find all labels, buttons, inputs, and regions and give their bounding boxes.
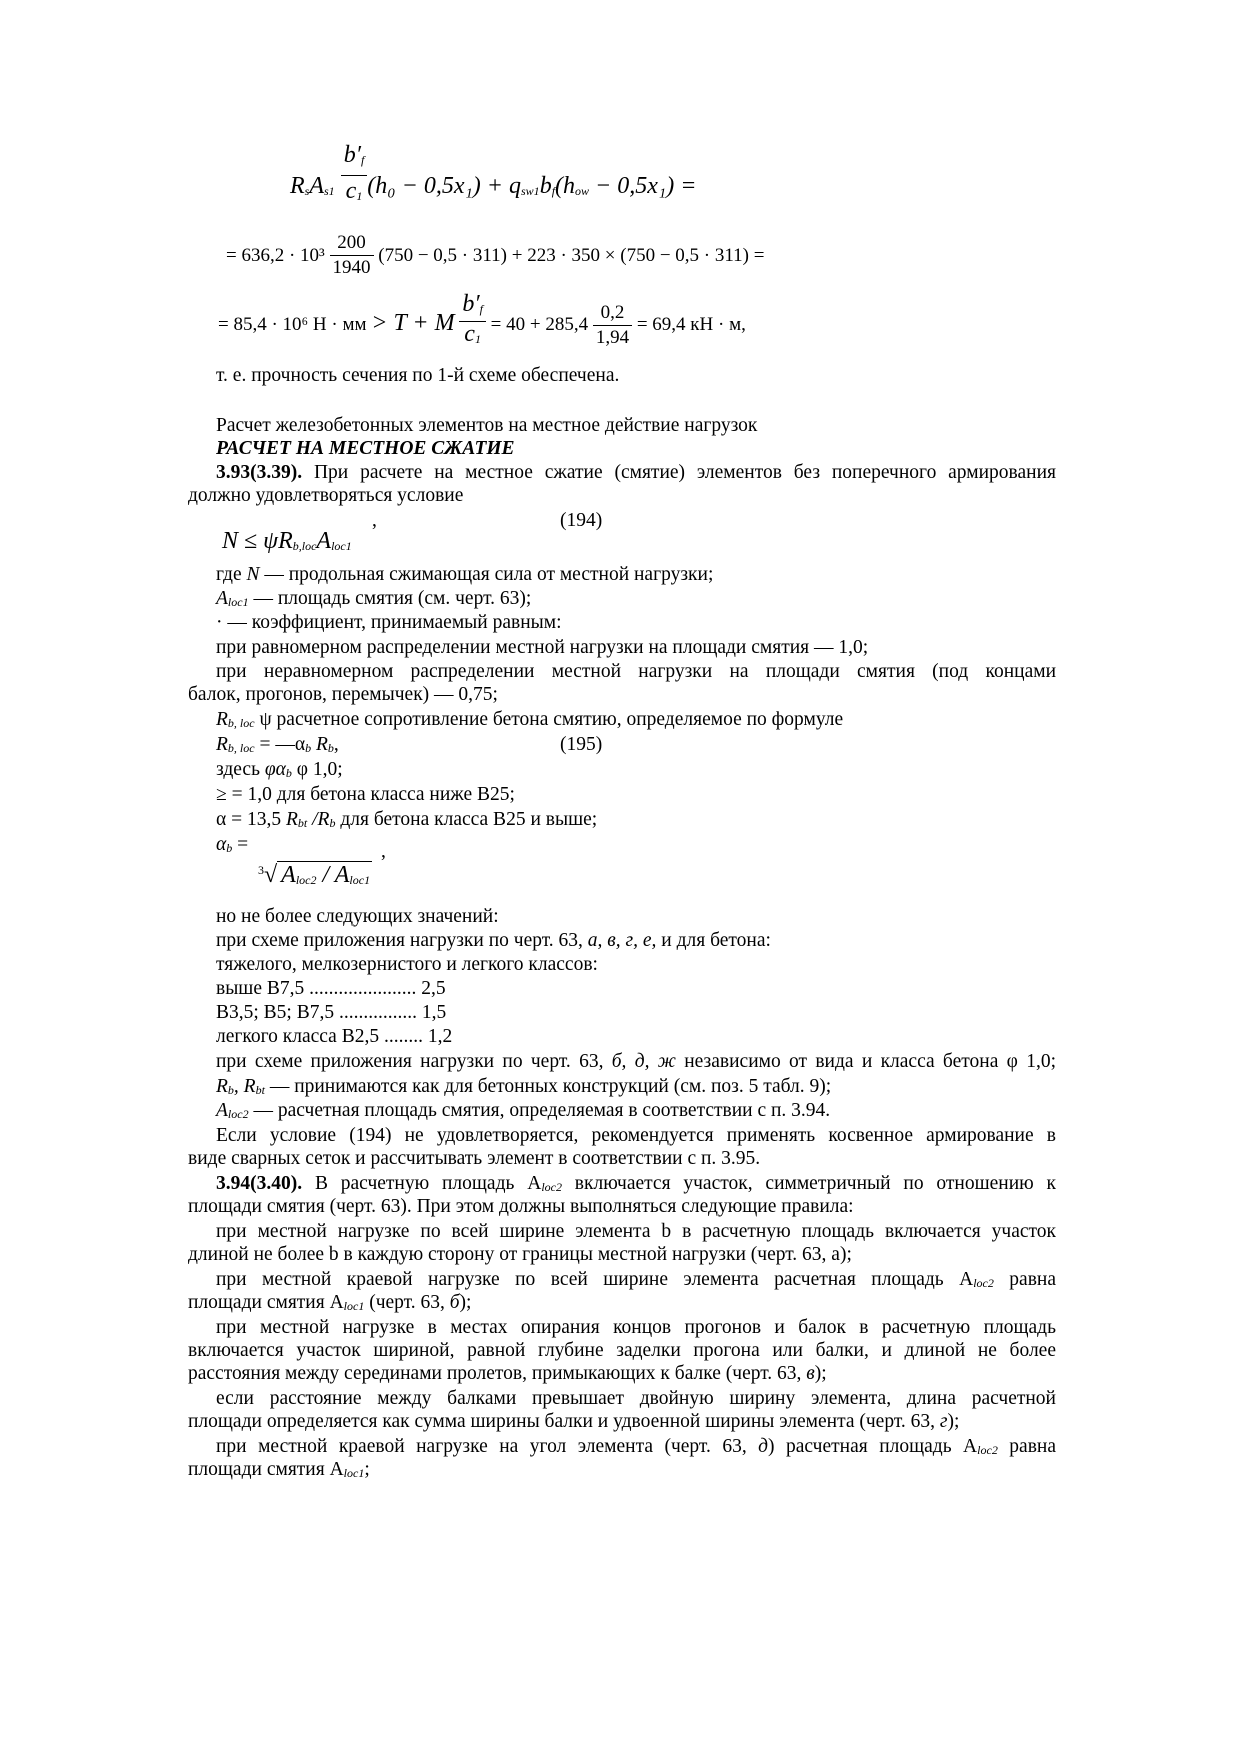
text-span: расстояния между серединами пролетов, примыкающих к балке (черт. 63, [188, 1363, 807, 1384]
formula-symbol: / A [316, 862, 350, 888]
formula-symbol: A [316, 528, 332, 554]
text-span: при местной краевой нагрузке на угол элемента (черт. 63, [216, 1436, 759, 1457]
text-span: равна [997, 1436, 1056, 1457]
text-line: тяжелого, мелкозернистого и легкого классов: [216, 954, 598, 975]
symbol-text: R [216, 1076, 228, 1097]
formula-subscript: s1 [324, 184, 335, 199]
text-line [216, 929, 771, 953]
text-line: выше В7,5 ...................... 2,5 [216, 978, 446, 999]
paragraph-text: при местной краевой нагрузке по всей ширине элемента расчетная площадь A [216, 1269, 974, 1290]
subscript: b [226, 841, 233, 855]
text-line: длиной не более b в каждую сторону от границы местной нагрузки (черт. 63, а); [188, 1244, 852, 1265]
symbol-text: N [246, 564, 260, 585]
formula-subscript: f [360, 153, 365, 167]
formula-comma: , [381, 841, 386, 862]
symbol-text: α [216, 834, 227, 855]
formula-fraction-2 [593, 301, 632, 350]
text-span: независимо от вида и класса бетона φ 1,0; [675, 1051, 1057, 1072]
formula-body: − 0,5x₁) = [589, 173, 697, 200]
formula-left: = 85,4 · 10⁶ Н · мм [218, 313, 367, 335]
text-span: и для бетона: [656, 930, 771, 951]
paragraph-line: включается участок шириной, равной глубине заделки прогона или балки, и длиной не более [188, 1340, 1056, 1361]
italic-text: г [939, 1411, 948, 1432]
text-span: — площадь смятия (см. черт. 63); [248, 588, 532, 609]
formula-3 [218, 291, 746, 355]
fraction-numerator: b′ [343, 142, 361, 168]
subscript: b [227, 1083, 234, 1097]
equation-number: (194) [560, 510, 603, 531]
text-span: ); [947, 1411, 960, 1432]
formula-body: (h [555, 173, 576, 200]
paragraph-line: при местной нагрузке по всей ширине элемента b в расчетную площадь включается участок [216, 1221, 1056, 1242]
text-span: при схеме приложения нагрузки по черт. 63, [216, 1051, 612, 1072]
text-line: ≥ = 1,0 для бетона класса ниже В25; [216, 784, 515, 805]
formula-subscript: b,loc [292, 539, 317, 553]
text-span: ; [364, 1459, 370, 1480]
formula-symbol: A [281, 862, 296, 888]
fraction-denominator: c [345, 178, 357, 204]
paragraph-text: равна [993, 1269, 1056, 1290]
formula-equals: = 40 + 285,4 [490, 313, 589, 335]
text-line [216, 708, 843, 735]
text-line: т. е. прочность сечения по 1-й схеме обеспечена. [216, 365, 620, 386]
root-index: 3 [258, 863, 264, 877]
subscript: b, loc [227, 716, 255, 730]
text-line [216, 1075, 831, 1102]
formula-subscript: loc1 [331, 539, 352, 553]
paragraph-text: В расчетную площадь A [302, 1173, 542, 1194]
subscript: b, loc [227, 741, 255, 755]
text-line [188, 1362, 827, 1386]
fraction-denominator: 1940 [332, 257, 371, 278]
formula-right: (750 − 0,5 · 311) + 223 · 350 × (750 − 0,5 · 311) = [378, 244, 765, 266]
text-line [216, 808, 597, 835]
formula-194 [222, 526, 352, 561]
formula-subscript: f [479, 302, 483, 316]
symbol-text: φα [264, 759, 286, 780]
text-line [188, 1458, 370, 1485]
text-span: (черт. 63, [364, 1292, 450, 1313]
italic-text: д [758, 1436, 769, 1457]
text-span: здесь [216, 759, 265, 780]
text-span: ); [459, 1292, 472, 1313]
text-line: площади смятия (черт. 63). При этом должны выполняться следующие правила: [188, 1196, 854, 1217]
text-line: В3,5; В5; В7,5 ................ 1,5 [216, 1002, 447, 1023]
formula-subscript: 1 [356, 189, 363, 203]
symbol-text: A [216, 1100, 228, 1121]
text-line [216, 758, 343, 785]
formula-subscript: loc2 [295, 873, 317, 887]
text-line: · — коэффициент, принимаемый равным: [216, 612, 562, 633]
text-span: = —α [254, 734, 306, 755]
fraction-numerator: b′ [462, 291, 480, 317]
formula-subscript: f [551, 184, 556, 199]
subscript: bt [297, 816, 308, 830]
text-span: = [232, 834, 249, 855]
equation-number: (195) [560, 734, 603, 755]
formula-symbol: R [290, 173, 305, 200]
text-line: виде сварных сеток и рассчитывать элемент в соответствии с п. 3.95. [188, 1148, 761, 1169]
formula-2 [226, 232, 764, 281]
text-span: при схеме приложения нагрузки по черт. 63, [216, 930, 588, 951]
symbol-text: A [216, 588, 228, 609]
subscript: b [305, 741, 312, 755]
clause-number: 3.93(3.39). [216, 462, 303, 483]
text-span: площади определяется как сумма ширины балки и удвоенной ширины элемента (черт. 63, [188, 1411, 940, 1432]
fraction-numerator: 200 [330, 231, 374, 256]
symbol-text: R [216, 709, 228, 730]
formula-fraction [330, 231, 374, 280]
text-span: площади смятия A [188, 1292, 344, 1313]
fraction-denominator: c [464, 321, 475, 347]
formula-symbol: b [539, 173, 552, 200]
fraction-denominator: 1,94 [595, 327, 630, 348]
text-span: , [333, 734, 339, 755]
text-line: при равномерном распределении местной нагрузки на площади смятия — 1,0; [216, 637, 869, 658]
text-line [216, 733, 339, 760]
symbol-text: /R [307, 809, 330, 830]
text-line [216, 833, 248, 860]
text-span: ) расчетная площадь A [768, 1436, 978, 1457]
section-title: РАСЧЕТ НА МЕСТНОЕ СЖАТИЕ [216, 438, 515, 459]
text-line: но не более следующих значений: [216, 906, 499, 927]
paragraph-line: при местной нагрузке в местах опирания концов прогонов и балок в расчетную площадь [216, 1317, 1056, 1338]
subscript: loc1 [227, 595, 249, 609]
section-heading: Расчет железобетонных элементов на местное действие нагрузок [216, 415, 758, 436]
italic-text: в [806, 1363, 815, 1384]
formula-body: (h₀ − 0,5x₁) + q [367, 173, 521, 200]
text-span: для бетона класса В25 и выше; [335, 809, 598, 830]
subscript: loc2 [541, 1180, 562, 1194]
text-line [188, 1291, 471, 1318]
text-line [216, 587, 531, 614]
formula-1 [290, 142, 697, 223]
text-span: — принимаются как для бетонных конструкций (см. поз. 5 табл. 9); [264, 1076, 832, 1097]
text-span: ψ расчетное сопротивление бетона смятию, определяемое по формуле [254, 709, 844, 730]
paragraph-line [188, 461, 1056, 484]
radicand [277, 861, 372, 888]
formula-subscript: sw1 [521, 184, 540, 199]
italic-text: б [449, 1292, 460, 1313]
symbol-text: R [285, 809, 298, 830]
italic-text: б, д, ж [611, 1051, 676, 1072]
clause-number: 3.94(3.40). [216, 1173, 303, 1194]
paragraph-text: При расчете на местное сжатие (смятие) элементов без поперечного армирования [302, 462, 1056, 483]
paragraph-text: включается участок, симметричный по отношению к [561, 1173, 1056, 1194]
formula-fraction [459, 292, 486, 351]
text-span: α = 13,5 [216, 809, 286, 830]
radical-sign-icon: √ [264, 862, 278, 888]
fraction-numerator: 0,2 [593, 301, 632, 326]
subscript: b [327, 741, 334, 755]
text-span: — продольная сжимающая сила от местной нагрузки; [259, 564, 714, 585]
symbol-text: , R [233, 1076, 256, 1097]
formula-right: = 69,4 кН · м, [636, 313, 746, 335]
subscript: loc1 [343, 1466, 365, 1480]
formula-middle: > T + M [371, 309, 455, 336]
formula-subscript: ow [575, 184, 590, 199]
subscript: loc2 [227, 1107, 249, 1121]
formula-fraction [341, 140, 368, 211]
symbol-text: R [311, 734, 328, 755]
text-span: ); [814, 1363, 827, 1384]
subscript: b [285, 766, 292, 780]
symbol-text: R [216, 734, 228, 755]
paragraph-line: Если условие (194) не удовлетворяется, рекомендуется применять косвенное армирование в [216, 1125, 1056, 1146]
subscript: bt [255, 1083, 265, 1097]
subscript: loc1 [343, 1299, 365, 1313]
text-span: φ 1,0; [291, 759, 343, 780]
text-line [216, 1099, 830, 1126]
cube-root-formula [258, 860, 372, 895]
formula-subscript: loc1 [349, 873, 371, 887]
formula-body: N ≤ ψR [222, 528, 293, 554]
text-line: должно удовлетворяться условие [188, 485, 464, 506]
text-line [216, 563, 713, 587]
subscript: loc2 [973, 1276, 994, 1290]
text-line [188, 1410, 959, 1434]
text-span: площади смятия A [188, 1459, 344, 1480]
formula-left: = 636,2 · 10³ [226, 244, 325, 266]
formula-subscript: s [304, 184, 310, 199]
italic-text: а, в, г, е, [587, 930, 657, 951]
text-span: где [216, 564, 247, 585]
text-line: балок, прогонов, перемычек) — 0,75; [188, 684, 498, 705]
text-span: — расчетная площадь смятия, определяемая в соответствии с п. 3.94. [248, 1100, 831, 1121]
paragraph-line: если расстояние между балками превышает двойную ширину элемента, длина расчетной [216, 1388, 1056, 1409]
formula-comma: , [372, 510, 377, 531]
paragraph-line: при неравномерном распределении местной нагрузки на площади смятия (под концами [216, 661, 1056, 682]
text-line: легкого класса В2,5 ........ 1,2 [216, 1026, 453, 1047]
subscript: b [329, 816, 336, 830]
paragraph-line [188, 1050, 1056, 1073]
subscript: loc2 [977, 1443, 998, 1457]
formula-symbol: A [309, 173, 325, 200]
formula-subscript: 1 [474, 332, 481, 346]
